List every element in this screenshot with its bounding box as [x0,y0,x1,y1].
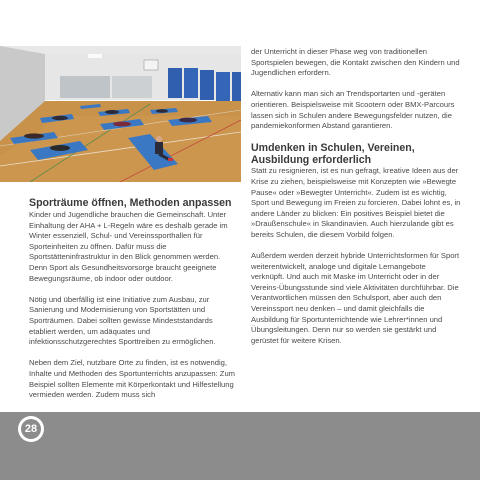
paragraph: Außerdem werden derzeit hybride Unterrichtsformen für Sport weiterentwickelt, analoge und digitale Lernangebote verknüpft. Und auch mit Maske im Unterricht oder in der Vereins-Übungsstunde sind viele Aktivitäten durchführbar. Die Verantwortlichen müssen den Schulsport, aber auch den Vereinssport neu denken – und damit gleichfalls die Ausbildung für Sportunterrichtende wie Lehrer*innen und Übungsleitungen. Denn nur so werden sie gestärkt und gerüstet für weitere Krisen. [251,251,460,345]
paragraph: Statt zu resignieren, ist es nun gefragt, kreative Ideen aus der Krise zu ziehen, beispielsweise mit Konzepten wie »Bewegte Pause« oder »Bewegter Unterricht«. Zudem ist es wichtig, Sport und Bewegung im Freien zu forcieren. Dabei lohnt es, in andere Länder zu blicken: Ein positives Beispiel bietet die »Draußenschule« in Skandinavien. Auch hierzulande gibt es bereits Schulen, die diesem Vorbild folgen. [251,166,461,239]
paragraph: Nötig und überfällig ist eine Initiative zum Ausbau, zur Sanierung und Modernisierung von Sportstätten und Sporträumen. Dabei sollten gewisse Mindeststandards etabliert werden, um adäquates und infektionsschutzgerechtes Sporttreiben zu ermöglichen. [29,294,216,347]
section-heading-umdenken: Umdenken in Schulen, Vereinen, Ausbildung erforderlich [251,142,415,167]
right-column [251,47,461,357]
page-number: 28 [21,419,41,439]
left-column [29,197,235,411]
paragraph: Neben dem Ziel, nutzbare Orte zu finden, ist es notwendig, Inhalte und Methoden des Sportunterrichts anzupassen: Zum Beispiel sollten Elemente mit Körperkontakt und Hilfestellung vermieden werden. Zudem muss sich [29,358,235,400]
section-heading-sportraeume: Sporträume öffnen, Methoden anpassen [29,197,232,209]
paragraph: der Unterricht in dieser Phase weg von traditionellen Sportspielen bewegen, die Kontakt zwischen den Kindern und Jugendlichen erfordern. [251,47,460,78]
footer-bar [0,412,480,480]
gym-illustration [0,46,241,182]
paragraph: Kinder und Jugendliche brauchen die Gemeinschaft. Unter Einhaltung der AHA + L-Regeln wäre es deshalb gerade im Winter essenziell, Schul- und Vereinssporthallen für Sporteinheiten zu öffnen. Dafür muss die Sportstätteninfrastruktur in den Blick genommen werden. Denn Sport als Gesundheitsvorsorge braucht geeignete Bewegungsräume, ob indoor oder outdoor. [29,210,228,283]
gym-photo [0,46,241,182]
paragraph: Alternativ kann man sich an Trendsportarten und -geräten orientieren. Beispielsweise mit Scootern oder BMX-Parcours lassen sich in Schulen andere Bewegungsfelder nutzen, die pandemiekonformen Abstand garantieren. [251,89,455,131]
